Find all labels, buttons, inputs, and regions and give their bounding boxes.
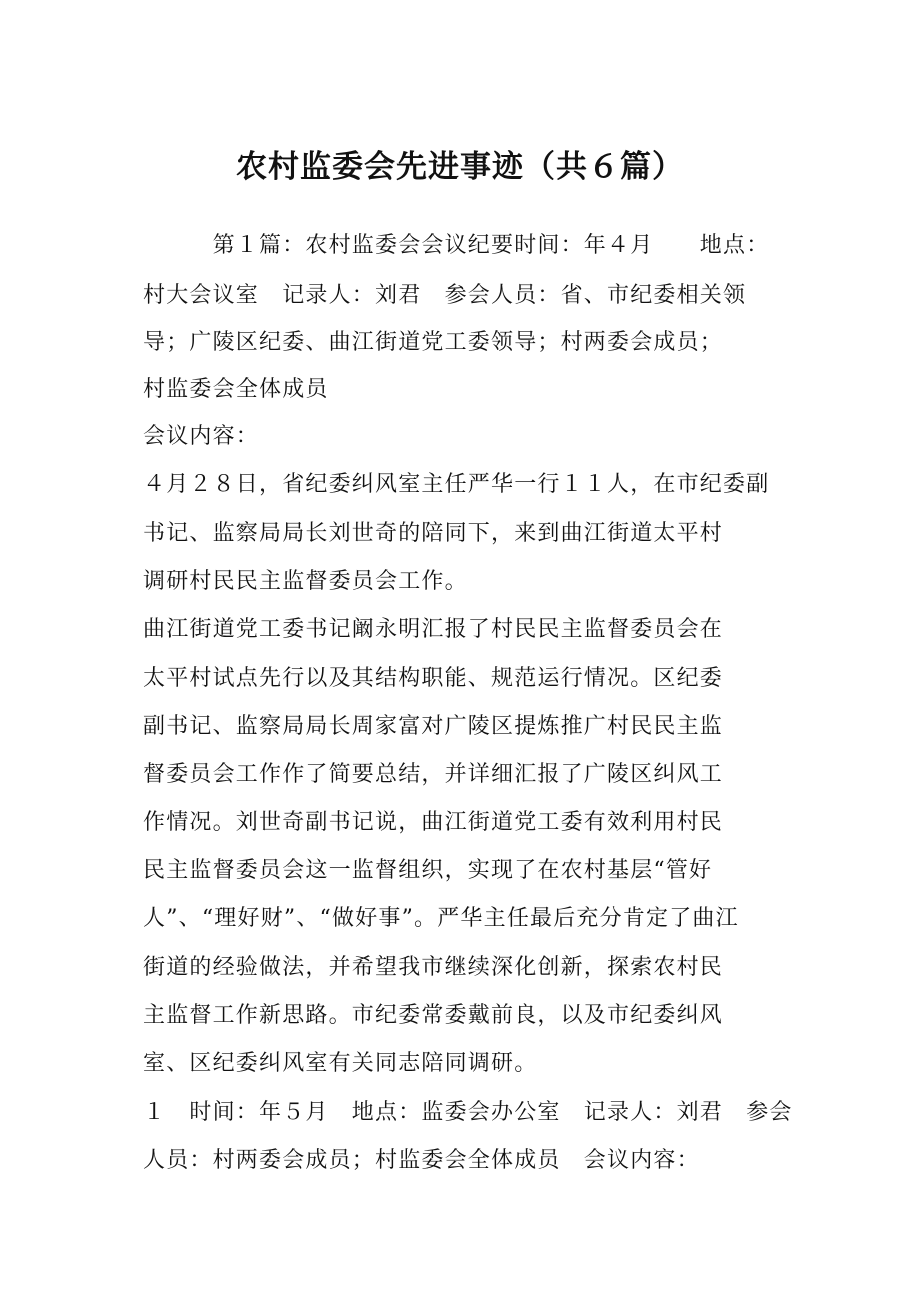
text-line: １ 时间：年５月 地点：监委会办公室 记录人：刘君 参会 xyxy=(143,1100,793,1125)
text-line: 民主监督委员会这一监督组织，实现了在农村基层“管好 xyxy=(143,858,713,883)
text-line: 人”、“理好财”、“做好事”。严华主任最后充分肯定了曲江 xyxy=(143,906,739,931)
text-line: 作情况。刘世奇副书记说，曲江街道党工委有效利用村民 xyxy=(143,810,724,835)
text-line: 调研村民民主监督委员会工作。 xyxy=(143,569,468,594)
text-line: ４月２８日，省纪委纠风室主任严华一行１１人，在市纪委副 xyxy=(143,472,770,497)
text-line: 人员：村两委会成员；村监委会全体成员 会议内容： xyxy=(143,1148,700,1173)
text-line: 主监督工作新思路。市纪委常委戴前良，以及市纪委纠风 xyxy=(143,1003,724,1028)
document-title: 农村监委会先进事迹（共６篇） xyxy=(236,149,684,185)
text-line: 导；广陵区纪委、曲江街道党工委领导；村两委会成员； xyxy=(143,330,724,355)
text-line: 会议内容： xyxy=(143,424,260,449)
text-line: 督委员会工作作了简要总结，并详细汇报了广陵区纠风工 xyxy=(143,762,724,787)
text-line: 街道的经验做法，并希望我市继续深化创新，探索农村民 xyxy=(143,955,724,980)
text-line: 曲江街道党工委书记阚永明汇报了村民民主监督委员会在 xyxy=(143,617,724,642)
text-line: 村大会议室 记录人：刘君 参会人员：省、市纪委相关领 xyxy=(143,283,747,308)
text-line: 第１篇：农村监委会会议纪要时间：年４月 地点： xyxy=(143,233,770,258)
text-line: 书记、监察局局长刘世奇的陪同下，来到曲江街道太平村 xyxy=(143,521,724,546)
text-line: 副书记、监察局局长周家富对广陵区提炼推广村民民主监 xyxy=(143,714,724,739)
text-line: 室、区纪委纠风室有关同志陪同调研。 xyxy=(143,1051,538,1076)
text-line: 太平村试点先行以及其结构职能、规范运行情况。区纪委 xyxy=(143,666,724,691)
text-line: 村监委会全体成员 xyxy=(143,377,329,402)
